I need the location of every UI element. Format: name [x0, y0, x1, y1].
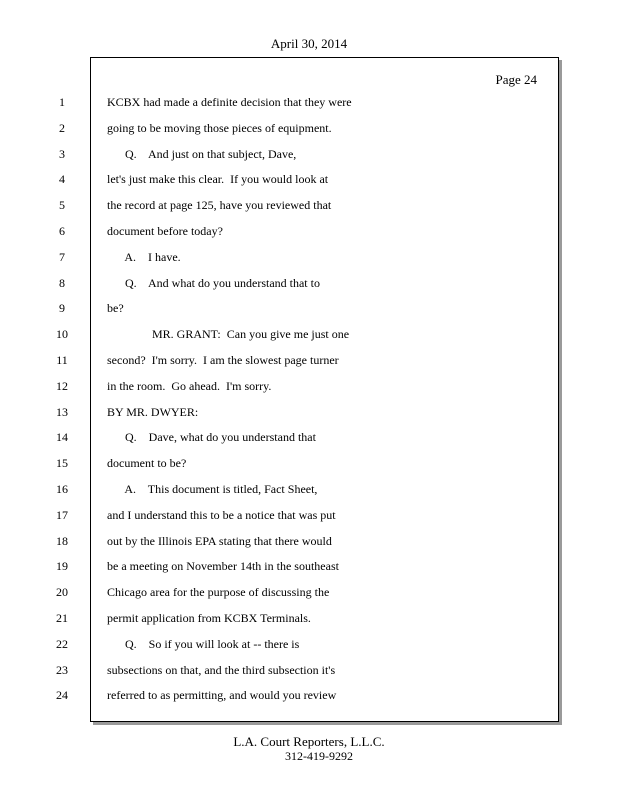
line-number: 2 — [59, 121, 65, 135]
line-number: 14 — [56, 430, 68, 444]
line-number: 11 — [56, 353, 68, 367]
line-number: 17 — [56, 508, 68, 522]
line-number: 23 — [56, 663, 68, 677]
transcript-line-text: be? — [107, 301, 124, 315]
line-number: 5 — [59, 198, 65, 212]
transcript-line-text: subsections on that, and the third subsection it's — [107, 663, 336, 677]
transcript-line-text: Q. Dave, what do you understand that — [107, 430, 316, 444]
transcript-line-text: A. This document is titled, Fact Sheet, — [107, 482, 318, 496]
reporter-phone: 312-419-9292 — [285, 749, 353, 763]
line-number: 19 — [56, 559, 68, 573]
line-number: 1 — [59, 95, 65, 109]
transcript-line-text: and I understand this to be a notice that was put — [107, 508, 336, 522]
transcript-line-text: permit application from KCBX Terminals. — [107, 611, 311, 625]
reporter-firm: L.A. Court Reporters, L.L.C. — [233, 734, 385, 749]
transcript-line-text: document before today? — [107, 224, 223, 238]
line-number: 24 — [56, 688, 68, 702]
line-number: 21 — [56, 611, 68, 625]
transcript-line-text: out by the Illinois EPA stating that there would — [107, 534, 332, 548]
line-number: 22 — [56, 637, 68, 651]
transcript-line-text: going to be moving those pieces of equipment. — [107, 121, 332, 135]
transcript-line-text: Q. So if you will look at -- there is — [107, 637, 300, 651]
page-number: Page 24 — [495, 72, 537, 87]
transcript-line-text: the record at page 125, have you reviewed that — [107, 198, 332, 212]
line-number: 10 — [56, 327, 68, 341]
line-number: 9 — [59, 301, 65, 315]
line-number: 13 — [56, 405, 68, 419]
transcript-line-text: document to be? — [107, 456, 187, 470]
line-number: 4 — [59, 172, 65, 186]
transcript-line-text: in the room. Go ahead. I'm sorry. — [107, 379, 272, 393]
line-number: 12 — [56, 379, 68, 393]
transcript-date: April 30, 2014 — [270, 36, 348, 51]
transcript-line-text: second? I'm sorry. I am the slowest page turner — [107, 353, 339, 367]
transcript-line-text: Chicago area for the purpose of discussing the — [107, 585, 330, 599]
line-number: 16 — [56, 482, 68, 496]
transcript-line-text: MR. GRANT: Can you give me just one — [107, 327, 350, 341]
line-number: 6 — [59, 224, 65, 238]
line-number: 18 — [56, 534, 68, 548]
line-number: 7 — [59, 250, 65, 264]
transcript-line-text: KCBX had made a definite decision that they were — [107, 95, 352, 109]
line-number: 20 — [56, 585, 68, 599]
transcript-line-text: Q. And just on that subject, Dave, — [107, 147, 297, 161]
transcript-line-text: let's just make this clear. If you would look at — [107, 172, 329, 186]
transcript-line-text: A. I have. — [107, 250, 181, 264]
transcript-line-text: referred to as permitting, and would you review — [107, 688, 337, 702]
transcript-line-text: BY MR. DWYER: — [107, 405, 199, 419]
transcript-line-text: be a meeting on November 14th in the southeast — [107, 559, 339, 573]
line-number: 8 — [59, 276, 65, 290]
line-number: 15 — [56, 456, 68, 470]
line-number: 3 — [59, 147, 65, 161]
transcript-line-text: Q. And what do you understand that to — [107, 276, 320, 290]
